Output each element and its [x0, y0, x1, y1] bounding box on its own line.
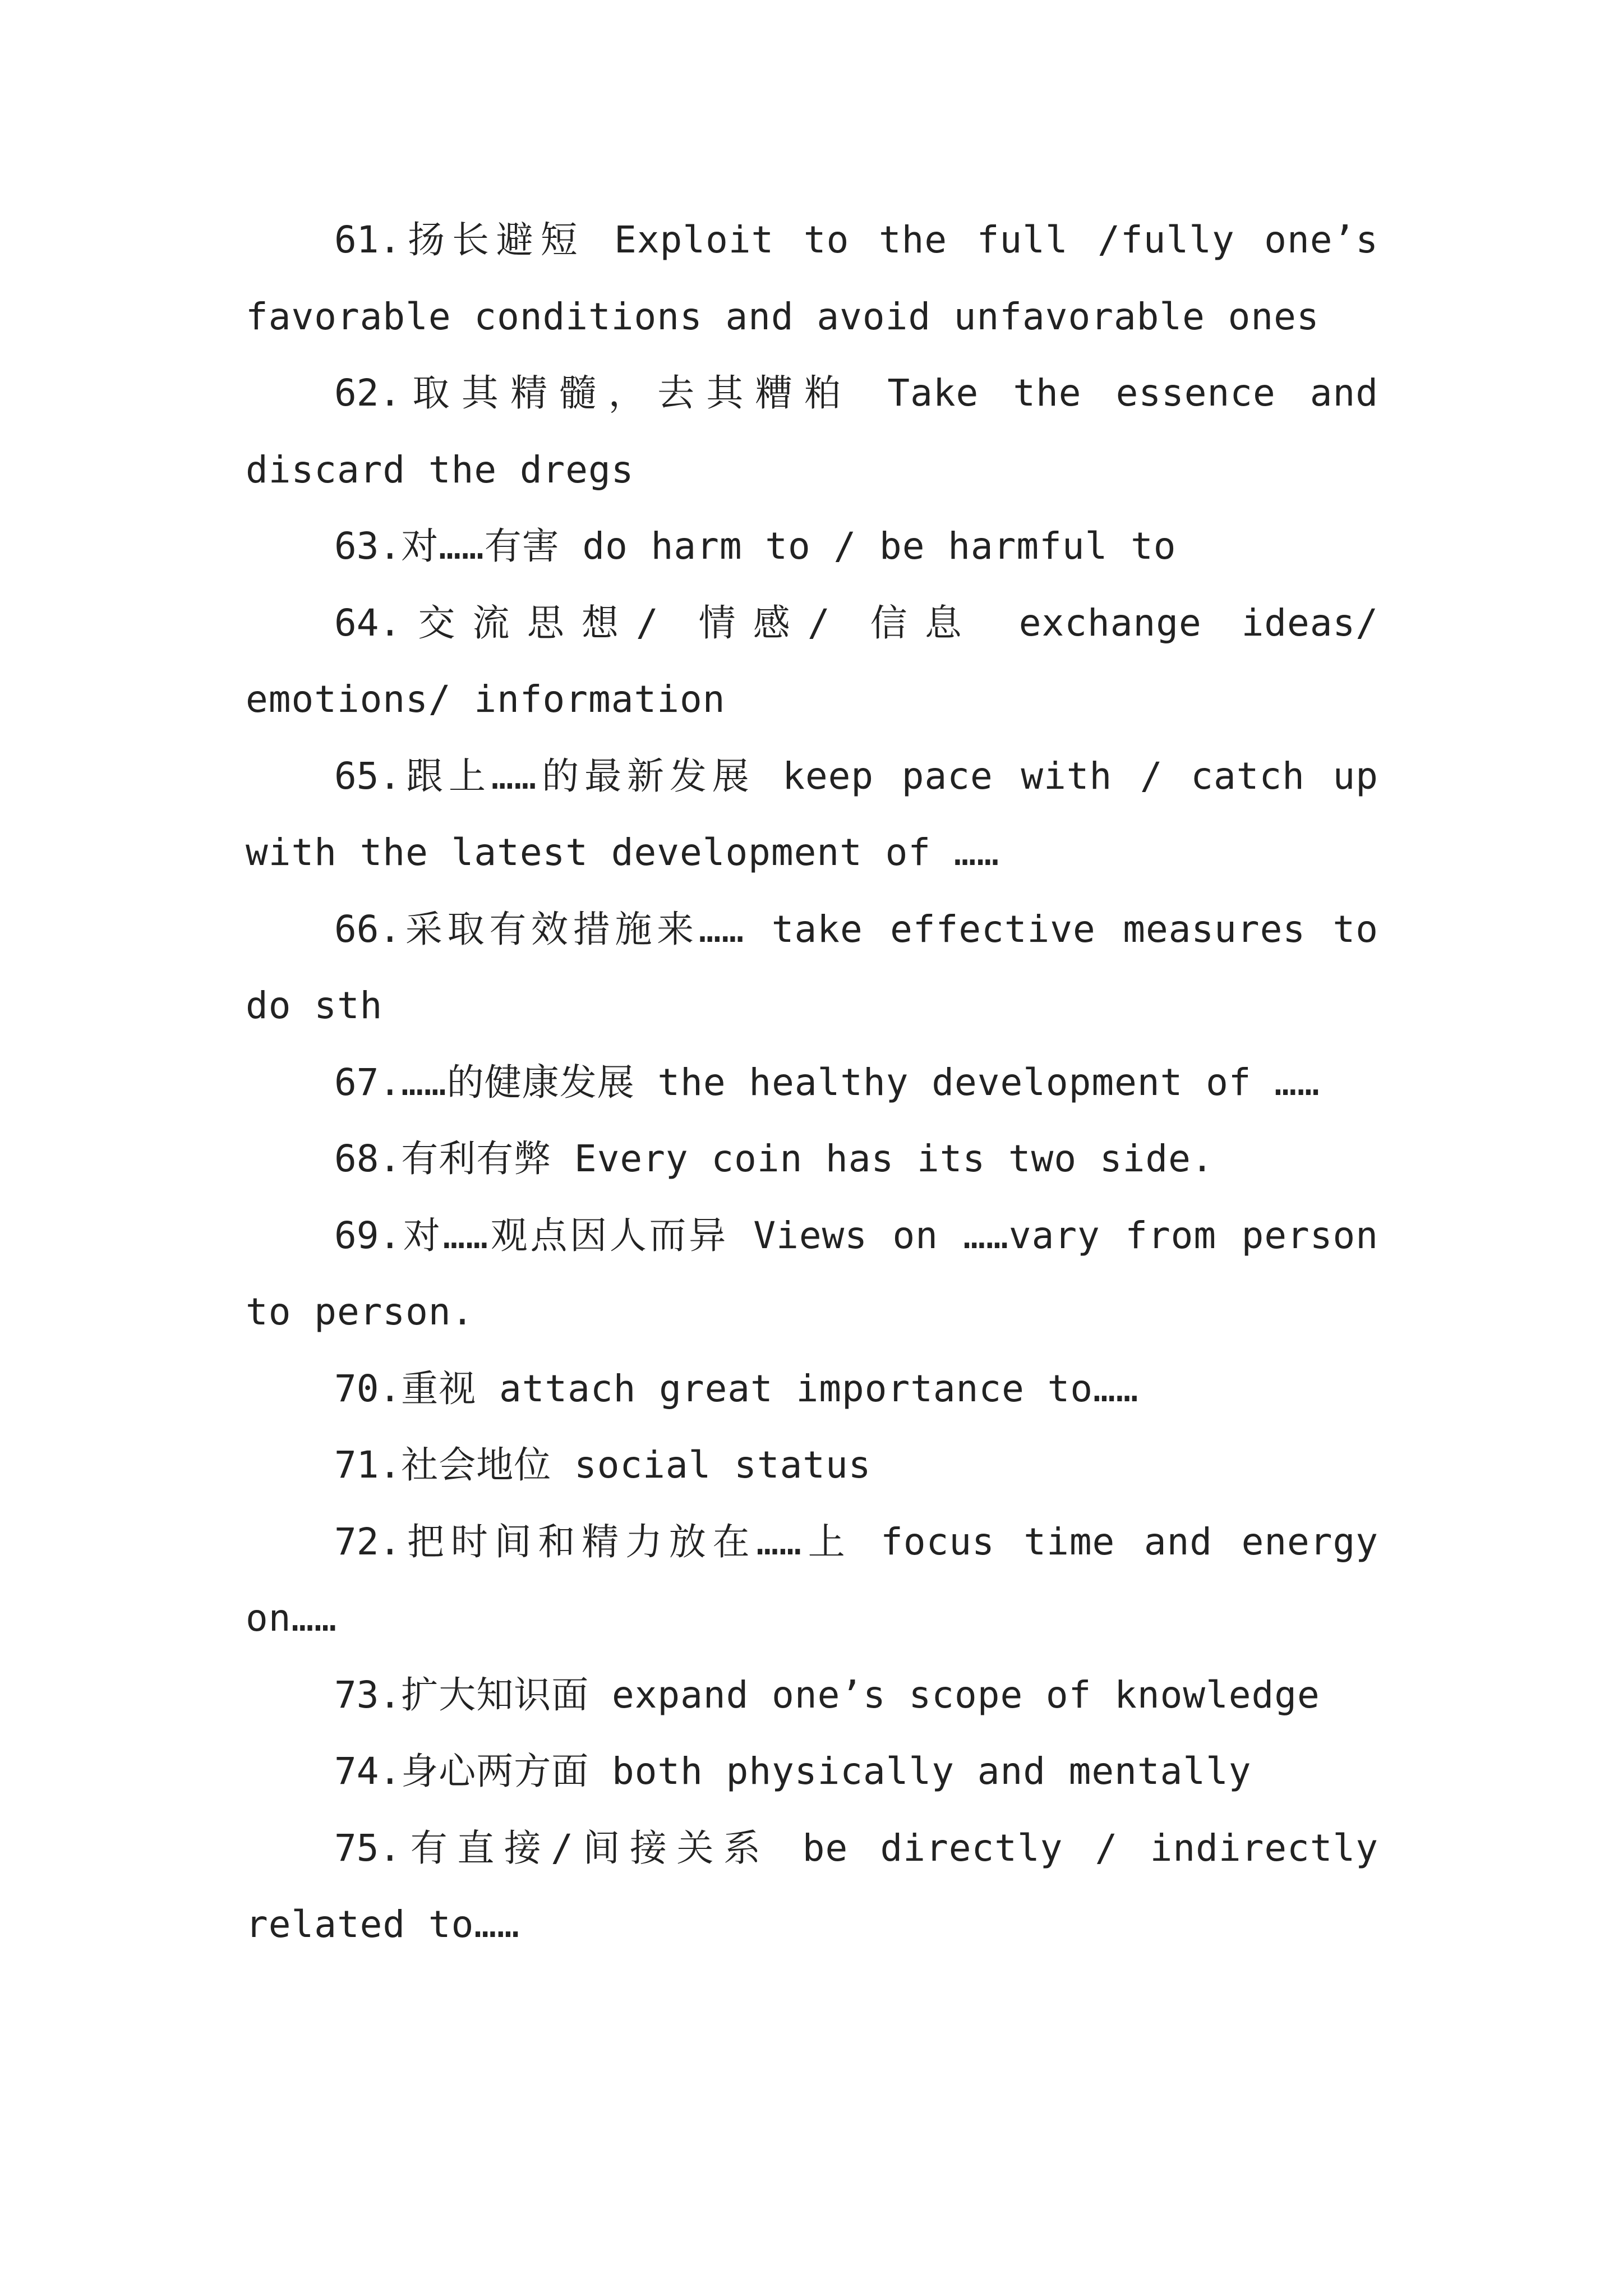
- phrase-entry-63: [246, 508, 1378, 585]
- phrase-entry-64: [246, 585, 1378, 738]
- entry-text: 身心两方面 both physically and mentally: [401, 1750, 1252, 1793]
- phrase-entry-65: [246, 738, 1378, 891]
- entry-number: 68.: [334, 1137, 402, 1180]
- entry-text: 把时间和精力放在……上 focus time and energy on……: [246, 1520, 1378, 1640]
- phrase-entry-62: [246, 355, 1378, 508]
- entry-number: 74.: [334, 1750, 402, 1793]
- phrase-list: [246, 202, 1378, 1963]
- entry-number: 65.: [334, 754, 402, 798]
- entry-text: 扬长避短 Exploit to the full /fully one’s favorable conditions and avoid unfavorable ones: [246, 218, 1378, 338]
- entry-text: 社会地位 social status: [401, 1443, 872, 1487]
- entry-number: 61.: [334, 218, 402, 261]
- entry-number: 73.: [334, 1673, 402, 1717]
- phrase-entry-75: [246, 1810, 1378, 1963]
- phrase-entry-74: [246, 1733, 1378, 1810]
- phrase-entry-70: [246, 1351, 1378, 1428]
- phrase-entry-71: [246, 1427, 1378, 1504]
- phrase-entry-73: [246, 1657, 1378, 1734]
- phrase-entry-69: [246, 1198, 1378, 1351]
- entry-text: 交流思想/ 情感/ 信息 exchange ideas/ emotions/ information: [246, 601, 1378, 721]
- entry-text: 对……观点因人而异 Views on ……vary from person to person.: [246, 1213, 1378, 1333]
- entry-number: 75.: [334, 1826, 402, 1870]
- entry-number: 64.: [334, 601, 402, 645]
- entry-text: 跟上……的最新发展 keep pace with / catch up with the latest development of ……: [246, 754, 1378, 874]
- entry-number: 62.: [334, 371, 402, 415]
- entry-text: 扩大知识面 expand one’s scope of knowledge: [401, 1673, 1320, 1717]
- entry-number: 70.: [334, 1366, 402, 1410]
- entry-text: 采取有效措施来…… take effective measures to do sth: [246, 907, 1378, 1027]
- phrase-entry-72: [246, 1504, 1378, 1657]
- phrase-entry-68: [246, 1121, 1378, 1198]
- phrase-entry-67: [246, 1045, 1378, 1121]
- entry-number: 71.: [334, 1443, 402, 1487]
- entry-number: 63.: [334, 524, 402, 568]
- entry-number: 67.: [334, 1060, 402, 1104]
- entry-number: 69.: [334, 1213, 402, 1257]
- entry-text: 取其精髓，去其糟粕 Take the essence and discard the dregs: [246, 371, 1378, 491]
- phrase-entry-66: [246, 891, 1378, 1045]
- entry-number: 72.: [334, 1520, 402, 1563]
- entry-text: 有直接/间接关系 be directly / indirectly related to……: [246, 1826, 1378, 1946]
- entry-number: 66.: [334, 907, 402, 951]
- entry-text: 重视 attach great importance to……: [401, 1366, 1139, 1410]
- entry-text: 对……有害 do harm to / be harmful to: [401, 524, 1177, 568]
- entry-text: ……的健康发展 the healthy development of ……: [401, 1060, 1320, 1104]
- entry-text: 有利有弊 Every coin has its two side.: [401, 1137, 1214, 1180]
- phrase-entry-61: [246, 202, 1378, 355]
